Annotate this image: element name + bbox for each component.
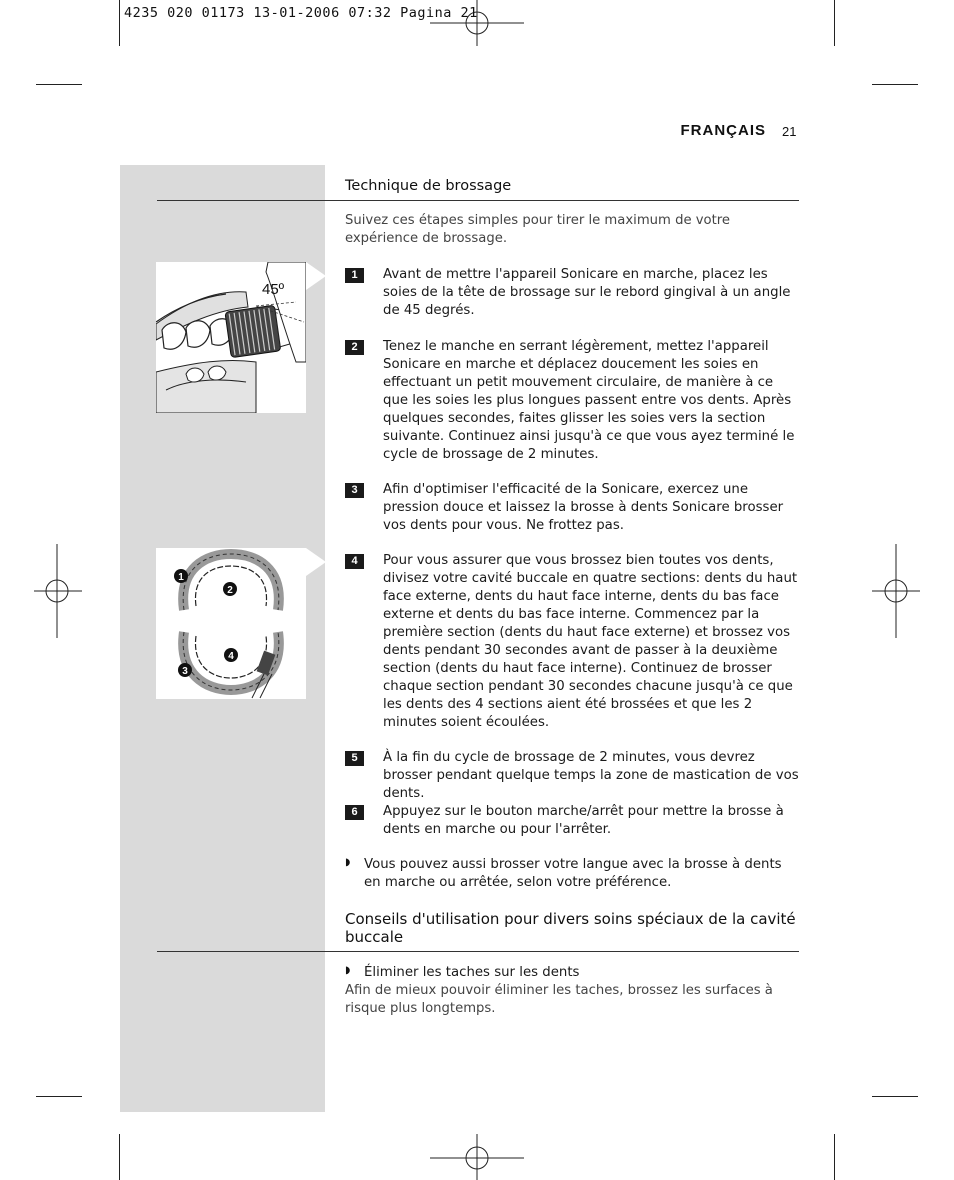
step-number: 3 (345, 483, 364, 498)
crop-mark (119, 1134, 120, 1180)
crop-mark (36, 1096, 82, 1097)
bullet-text: Vous pouvez aussi brosser votre langue avec la brosse à dents en marche ou arrêtée, selon votre préférence. (364, 857, 782, 890)
step-text: Tenez le manche en serrant légèrement, mettez l'appareil Sonicare en marche et déplacez doucement les soies en effectuant un petit mouvement circulaire, de manière à ce que les soies les plus longues passent entre vos dents. Après quelques secondes, faites glisser les soies vers la section suivante. Continuez ainsi jusqu'à ce que vous ayez terminé le cycle de brossage de 2 minutes. (383, 339, 795, 462)
print-header-code: 4235 020 01173 13-01-2006 07:32 Pagina 21 (124, 5, 478, 21)
figure-brush-angle (156, 262, 306, 413)
section-title: Technique de brossage (345, 178, 512, 194)
figure-pointer (306, 548, 326, 576)
language-heading: FRANÇAIS (680, 122, 766, 139)
bullet-icon: ◗ (345, 965, 351, 976)
step-text: Avant de mettre l'appareil Sonicare en marche, placez les soies de la tête de brossage sur le rebord gingival à un angle de 45 degrés. (383, 267, 791, 318)
section-label-2: 2 (227, 585, 233, 596)
bullet-icon: ◗ (345, 857, 351, 868)
crop-mark (872, 84, 918, 85)
page-number: 21 (782, 124, 797, 139)
step-text: Appuyez sur le bouton marche/arrêt pour mettre la brosse à dents en marche ou pour l'arrêter. (383, 804, 784, 837)
registration-mark-icon (872, 544, 920, 638)
angle-label: 45º (262, 281, 285, 298)
section-rule (157, 951, 799, 952)
section-label-3: 3 (182, 666, 188, 677)
figure-pointer (306, 262, 326, 290)
section-label-1: 1 (178, 572, 184, 583)
step-number: 5 (345, 751, 364, 766)
figure-mouth-sections (156, 548, 306, 699)
step-number: 4 (345, 554, 364, 569)
bullet-heading: Éliminer les taches sur les dents (364, 965, 580, 980)
section-label-4: 4 (228, 651, 234, 662)
step-number: 6 (345, 805, 364, 820)
tips-body-text: Afin de mieux pouvoir éliminer les taches, brossez les surfaces à risque plus longtemps. (345, 983, 773, 1016)
registration-mark-icon (430, 1134, 524, 1180)
toothbrush-angle-illustration (156, 262, 306, 413)
step-number: 1 (345, 268, 364, 283)
registration-mark-icon (34, 544, 82, 638)
step-text: Afin d'optimiser l'efficacité de la Sonicare, exercez une pression douce et laissez la brosse à dents Sonicare brosser vos dents pour vous. Ne frottez pas. (383, 482, 784, 533)
section-title: Conseils d'utilisation pour divers soins spéciaux de la cavité buccale (345, 910, 796, 946)
crop-mark (36, 84, 82, 85)
step-text: À la fin du cycle de brossage de 2 minutes, vous devrez brosser pendant quelque temps la zone de mastication de vos dents. (383, 750, 799, 801)
crop-mark (119, 0, 120, 46)
mouth-sections-illustration (156, 548, 306, 699)
intro-text: Suivez ces étapes simples pour tirer le maximum de votre expérience de brossage. (345, 213, 731, 246)
step-text: Pour vous assurer que vous brossez bien toutes vos dents, divisez votre cavité buccale en quatre sections: dents du haut face externe, dents du haut face interne, dents du bas face externe et dents du bas face interne. Commencez par la première section (dents du haut face externe) et brossez vos dents pendant 30 secondes avant de passer à la deuxième section (dents du haut face interne). Continuez de brosser chaque section pendant 30 secondes chacune jusqu'à ce que les dents des 4 sections aient été brossées et que les 2 minutes soient écoulées. (383, 553, 798, 730)
step-number: 2 (345, 340, 364, 355)
crop-mark (834, 0, 835, 46)
section-rule (157, 200, 799, 201)
crop-mark (872, 1096, 918, 1097)
crop-mark (834, 1134, 835, 1180)
